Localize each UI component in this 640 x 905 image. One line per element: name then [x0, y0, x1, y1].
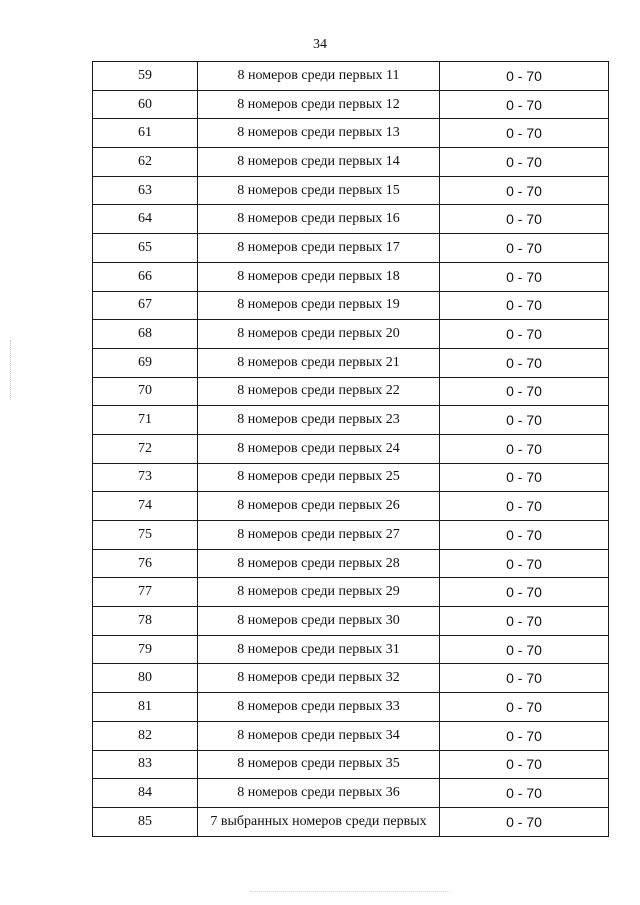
row-number-cell: 70 [93, 377, 198, 406]
table-row [93, 406, 609, 435]
table-row [93, 664, 609, 693]
table-row [93, 521, 609, 550]
row-description-cell: 7 выбранных номеров среди первых [198, 807, 440, 836]
table-row [93, 377, 609, 406]
row-number-cell: 66 [93, 262, 198, 291]
row-range-cell: 0 - 70 [440, 291, 609, 320]
table-row [93, 262, 609, 291]
table-row [93, 119, 609, 148]
row-range-cell: 0 - 70 [440, 406, 609, 435]
row-description-cell: 8 номеров среди первых 23 [198, 406, 440, 435]
row-number-cell: 64 [93, 205, 198, 234]
table-row [93, 693, 609, 722]
row-number-cell: 69 [93, 348, 198, 377]
row-number-cell: 71 [93, 406, 198, 435]
row-number-cell: 82 [93, 721, 198, 750]
scan-bottom-mark [250, 891, 450, 893]
row-description-cell: 8 номеров среди первых 31 [198, 635, 440, 664]
row-description-cell: 8 номеров среди первых 28 [198, 549, 440, 578]
table-row [93, 234, 609, 263]
row-description-cell: 8 номеров среди первых 27 [198, 521, 440, 550]
row-range-cell: 0 - 70 [440, 234, 609, 263]
row-range-cell: 0 - 70 [440, 262, 609, 291]
row-description-cell: 8 номеров среди первых 24 [198, 434, 440, 463]
row-range-cell: 0 - 70 [440, 348, 609, 377]
table-row [93, 434, 609, 463]
row-number-cell: 63 [93, 176, 198, 205]
table-row [93, 291, 609, 320]
row-description-cell: 8 номеров среди первых 11 [198, 62, 440, 91]
row-range-cell: 0 - 70 [440, 607, 609, 636]
row-number-cell: 73 [93, 463, 198, 492]
row-range-cell: 0 - 70 [440, 463, 609, 492]
row-number-cell: 80 [93, 664, 198, 693]
table-row [93, 607, 609, 636]
row-number-cell: 61 [93, 119, 198, 148]
row-number-cell: 85 [93, 807, 198, 836]
table-row [93, 205, 609, 234]
row-number-cell: 67 [93, 291, 198, 320]
row-description-cell: 8 номеров среди первых 34 [198, 721, 440, 750]
row-number-cell: 65 [93, 234, 198, 263]
table-row [93, 635, 609, 664]
row-range-cell: 0 - 70 [440, 578, 609, 607]
row-number-cell: 78 [93, 607, 198, 636]
row-number-cell: 76 [93, 549, 198, 578]
row-description-cell: 8 номеров среди первых 15 [198, 176, 440, 205]
row-description-cell: 8 номеров среди первых 14 [198, 148, 440, 177]
row-number-cell: 75 [93, 521, 198, 550]
row-range-cell: 0 - 70 [440, 90, 609, 119]
table-row [93, 463, 609, 492]
row-range-cell: 0 - 70 [440, 521, 609, 550]
row-range-cell: 0 - 70 [440, 377, 609, 406]
page-number: 34 [313, 37, 327, 52]
row-number-cell: 72 [93, 434, 198, 463]
row-range-cell: 0 - 70 [440, 205, 609, 234]
row-description-cell: 8 номеров среди первых 26 [198, 492, 440, 521]
row-range-cell: 0 - 70 [440, 119, 609, 148]
row-range-cell: 0 - 70 [440, 779, 609, 808]
row-description-cell: 8 номеров среди первых 13 [198, 119, 440, 148]
row-number-cell: 77 [93, 578, 198, 607]
row-description-cell: 8 номеров среди первых 25 [198, 463, 440, 492]
table-row [93, 779, 609, 808]
row-number-cell: 84 [93, 779, 198, 808]
table-row [93, 320, 609, 349]
row-range-cell: 0 - 70 [440, 434, 609, 463]
row-description-cell: 8 номеров среди первых 29 [198, 578, 440, 607]
row-number-cell: 81 [93, 693, 198, 722]
row-range-cell: 0 - 70 [440, 750, 609, 779]
table-body [93, 62, 609, 837]
table-row [93, 807, 609, 836]
row-number-cell: 79 [93, 635, 198, 664]
scan-margin-mark [10, 340, 12, 400]
row-description-cell: 8 номеров среди первых 30 [198, 607, 440, 636]
row-number-cell: 62 [93, 148, 198, 177]
row-description-cell: 8 номеров среди первых 33 [198, 693, 440, 722]
row-range-cell: 0 - 70 [440, 549, 609, 578]
row-description-cell: 8 номеров среди первых 12 [198, 90, 440, 119]
table-row [93, 62, 609, 91]
row-range-cell: 0 - 70 [440, 492, 609, 521]
table-row [93, 578, 609, 607]
row-description-cell: 8 номеров среди первых 19 [198, 291, 440, 320]
table-row [93, 549, 609, 578]
row-range-cell: 0 - 70 [440, 176, 609, 205]
row-description-cell: 8 номеров среди первых 32 [198, 664, 440, 693]
row-description-cell: 8 номеров среди первых 36 [198, 779, 440, 808]
row-range-cell: 0 - 70 [440, 807, 609, 836]
row-description-cell: 8 номеров среди первых 21 [198, 348, 440, 377]
table-row [93, 492, 609, 521]
row-range-cell: 0 - 70 [440, 62, 609, 91]
table-row [93, 721, 609, 750]
row-description-cell: 8 номеров среди первых 18 [198, 262, 440, 291]
row-range-cell: 0 - 70 [440, 320, 609, 349]
row-description-cell: 8 номеров среди первых 16 [198, 205, 440, 234]
row-number-cell: 59 [93, 62, 198, 91]
table-row [93, 90, 609, 119]
row-range-cell: 0 - 70 [440, 721, 609, 750]
table-row [93, 176, 609, 205]
row-number-cell: 74 [93, 492, 198, 521]
row-range-cell: 0 - 70 [440, 693, 609, 722]
table-row [93, 750, 609, 779]
row-number-cell: 68 [93, 320, 198, 349]
row-description-cell: 8 номеров среди первых 20 [198, 320, 440, 349]
table-row [93, 148, 609, 177]
row-range-cell: 0 - 70 [440, 148, 609, 177]
row-description-cell: 8 номеров среди первых 35 [198, 750, 440, 779]
row-range-cell: 0 - 70 [440, 664, 609, 693]
row-range-cell: 0 - 70 [440, 635, 609, 664]
row-number-cell: 60 [93, 90, 198, 119]
row-number-cell: 83 [93, 750, 198, 779]
table-row [93, 348, 609, 377]
odds-table [92, 61, 609, 837]
row-description-cell: 8 номеров среди первых 17 [198, 234, 440, 263]
row-description-cell: 8 номеров среди первых 22 [198, 377, 440, 406]
